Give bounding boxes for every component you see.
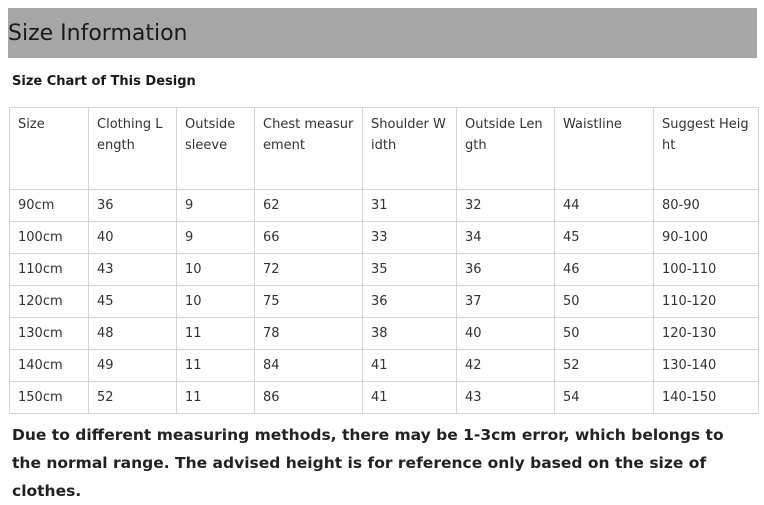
table-cell: 10	[177, 286, 255, 318]
table-cell: 37	[457, 286, 555, 318]
table-row	[10, 254, 759, 286]
table-cell: 62	[255, 190, 363, 222]
table-cell: 11	[177, 318, 255, 350]
section-title: Size Information	[8, 20, 188, 46]
table-cell: 66	[255, 222, 363, 254]
table-cell: 33	[363, 222, 457, 254]
table-cell: 78	[255, 318, 363, 350]
table-cell: 10	[177, 254, 255, 286]
table-cell: 90-100	[654, 222, 759, 254]
table-cell: 120-130	[654, 318, 759, 350]
table-cell: 52	[89, 382, 177, 414]
table-cell: 11	[177, 350, 255, 382]
table-cell: 140cm	[10, 350, 89, 382]
column-header: Waistline	[555, 108, 654, 190]
size-chart-table	[9, 107, 759, 414]
table-cell: 9	[177, 222, 255, 254]
table-cell: 120cm	[10, 286, 89, 318]
measurement-note: Due to different measuring methods, there may be 1-3cm error, which belongs to the normal range. The advised height is for reference only based on the size of clothes.	[12, 426, 724, 500]
table-cell: 130-140	[654, 350, 759, 382]
table-cell: 44	[555, 190, 654, 222]
table-row	[10, 318, 759, 350]
table-cell: 80-90	[654, 190, 759, 222]
table-cell: 48	[89, 318, 177, 350]
table-cell: 41	[363, 350, 457, 382]
table-cell: 49	[89, 350, 177, 382]
table-cell: 100cm	[10, 222, 89, 254]
section-header	[8, 8, 757, 58]
table-cell: 86	[255, 382, 363, 414]
table-cell: 38	[363, 318, 457, 350]
table-cell: 46	[555, 254, 654, 286]
table-cell: 110cm	[10, 254, 89, 286]
column-header: Size	[10, 108, 89, 190]
table-row	[10, 286, 759, 318]
table-cell: 40	[89, 222, 177, 254]
table-cell: 110-120	[654, 286, 759, 318]
table-cell: 84	[255, 350, 363, 382]
table-cell: 34	[457, 222, 555, 254]
table-cell: 40	[457, 318, 555, 350]
table-cell: 50	[555, 286, 654, 318]
table-cell: 72	[255, 254, 363, 286]
table-cell: 36	[89, 190, 177, 222]
table-cell: 54	[555, 382, 654, 414]
column-header: Outside sleeve	[177, 108, 255, 190]
table-cell: 31	[363, 190, 457, 222]
table-cell: 9	[177, 190, 255, 222]
column-header: Shoulder Width	[363, 108, 457, 190]
table-row	[10, 222, 759, 254]
table-cell: 32	[457, 190, 555, 222]
table-cell: 35	[363, 254, 457, 286]
table-cell: 45	[555, 222, 654, 254]
table-cell: 45	[89, 286, 177, 318]
table-row	[10, 190, 759, 222]
column-header: Clothing Length	[89, 108, 177, 190]
table-row	[10, 382, 759, 414]
table-cell: 43	[457, 382, 555, 414]
table-cell: 75	[255, 286, 363, 318]
table-cell: 11	[177, 382, 255, 414]
column-header: Chest measurement	[255, 108, 363, 190]
table-cell: 52	[555, 350, 654, 382]
column-header: Suggest Height	[654, 108, 759, 190]
table-cell: 90cm	[10, 190, 89, 222]
table-cell: 41	[363, 382, 457, 414]
column-header: Outside Length	[457, 108, 555, 190]
table-cell: 42	[457, 350, 555, 382]
table-cell: 36	[457, 254, 555, 286]
table-cell: 50	[555, 318, 654, 350]
table-cell: 150cm	[10, 382, 89, 414]
table-cell: 130cm	[10, 318, 89, 350]
table-cell: 36	[363, 286, 457, 318]
table-cell: 43	[89, 254, 177, 286]
table-row	[10, 350, 759, 382]
table-cell: 140-150	[654, 382, 759, 414]
table-cell: 100-110	[654, 254, 759, 286]
size-chart-subtitle: Size Chart of This Design	[12, 74, 196, 89]
table-header-row	[10, 108, 759, 190]
